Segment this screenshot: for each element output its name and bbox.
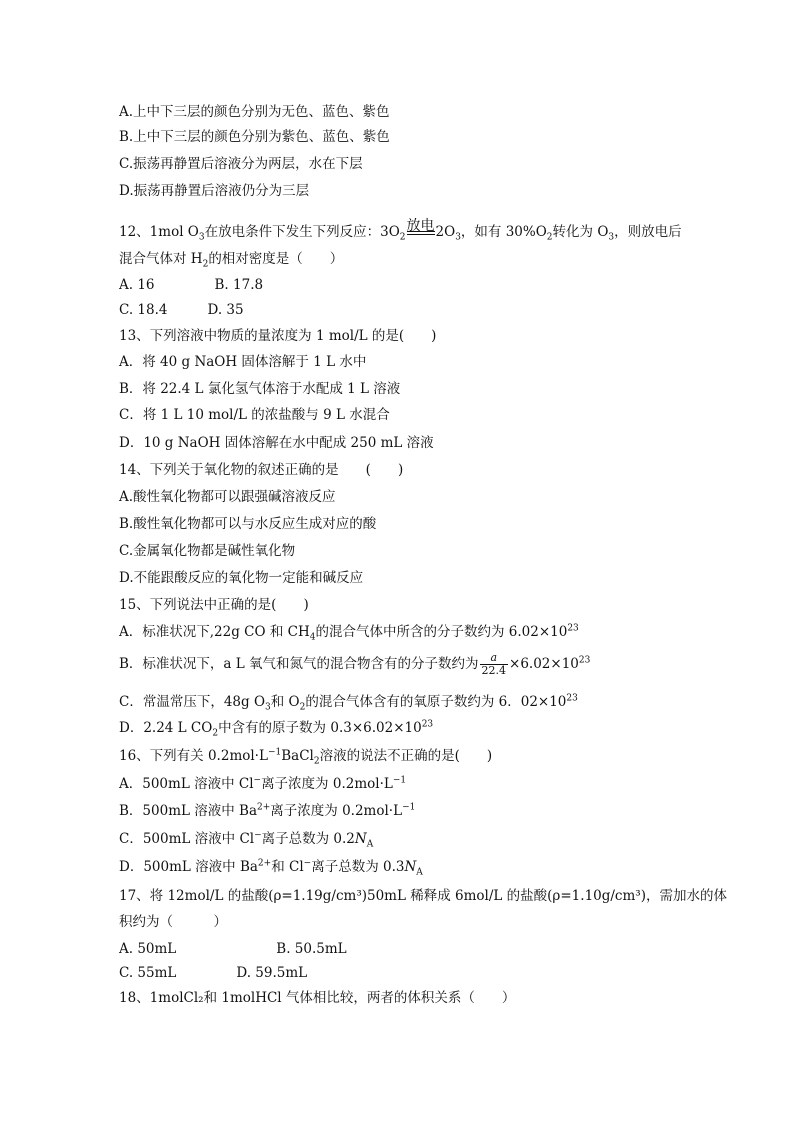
q14-option-d: D.不能跟酸反应的氧化物一定能和碱反应	[119, 570, 364, 586]
q17-option-c: C. 55mL	[119, 965, 177, 981]
q12-option-a: A. 16	[119, 277, 155, 293]
q16-stem: 16、下列有关 $0.2mol\cdot L^{-1}BaCl_2$溶液的说法不正确的是( )	[119, 747, 493, 767]
q17-option-b: B. 50.5mL	[276, 941, 347, 957]
q17-stem-line2: 积约为（ ）	[119, 914, 227, 930]
q11-option-a: A.上中下三层的颜色分别为无色、蓝色、紫色	[119, 104, 390, 120]
q17-options-row1	[119, 939, 347, 959]
q15-option-a: A．标准状况下,22g CO 和 $CH_4$的混合气体中所含的分子数约为 $6.02\times 10^{23}$	[119, 623, 579, 643]
q15-option-d: D．2.24 L $CO_2$中含有的原子数为 $0.3\times 6.02\times 10^{23}$	[119, 719, 434, 739]
q13-option-b: B．将 22.4 L 氯化氢气体溶于水配成 1 L 溶液	[119, 381, 401, 397]
q17-option-d: D. 59.5mL	[236, 965, 308, 981]
q14-option-c: C.金属氧化物都是碱性氧化物	[119, 543, 296, 559]
q11-option-d: D.振荡再静置后溶液仍分为三层	[119, 183, 310, 199]
q13-option-a: A．将 40 g NaOH 固体溶解于 1 L 水中	[119, 354, 367, 370]
q15-option-c: C．常温常压下，48g $O_3$和 $O_2$的混合气体含有的氧原子数约为 6．$02\times 10^{23}$	[119, 693, 578, 713]
q12-option-d: D. 35	[207, 302, 244, 318]
q16-option-a: A．500mL 溶液中 Cl−离子浓度为 $0.2mol\cdot L^{-1}$	[119, 775, 407, 792]
q12-stem-line1: 12、1mol $O_3$在放电条件下发生下列反应：$3O_2$ 放电 $2O_3$，如有 $30\%O_2$转化为 $O_3$，则放电后	[119, 218, 682, 243]
reaction-condition: 放电	[406, 218, 435, 234]
q12-option-c: C. 18.4	[119, 302, 168, 318]
q14-option-b: B.酸性氧化物都可以与水反应生成对应的酸	[119, 516, 377, 532]
q14-option-a: A.酸性氧化物都可以跟强碱溶液反应	[119, 489, 336, 505]
q17-option-a: A. 50mL	[119, 941, 177, 957]
q17-options-row2	[119, 963, 307, 983]
q12-option-b: B. 17.8	[214, 277, 264, 293]
q16-option-b: B．500mL 溶液中 $Ba^{2+}$离子浓度为 $0.2mol\cdot L^{-1}$	[119, 802, 416, 819]
q15-option-b: B．标准状况下，a L 氧气和氮气的混合物含有的分子数约为 $\frac{a}{22.4}$ $\times 6.02\times 10^{23}$	[119, 651, 591, 677]
q12-options-row1	[119, 275, 263, 295]
q13-stem: 13、下列溶液中物质的量浓度为 1 mol/L 的是( )	[119, 328, 437, 344]
q13-option-c: C．将 1 L 10 mol/L 的浓盐酸与 9 L 水混合	[119, 407, 390, 423]
reaction-arrow	[406, 218, 435, 239]
q11-option-c: C.振荡再静置后溶液分为两层，水在下层	[119, 156, 363, 172]
fraction: $\frac{a}{22.4}$	[481, 651, 507, 677]
q17-stem-line1: 17、将 12mol/L 的盐酸(ρ=1.19g/cm³)50mL 稀释成 6mol/L 的盐酸(ρ=1.10g/cm³)，需加水的体	[119, 888, 727, 904]
q11-option-b: B.上中下三层的颜色分别为紫色、蓝色、紫色	[119, 129, 390, 145]
q15-stem: 15、下列说法中正确的是( )	[119, 597, 309, 613]
q16-option-d: D．500mL 溶液中 $Ba^{2+}$和 Cl−离子总数为 $0.3N_A$	[119, 858, 423, 878]
q12-options-row2	[119, 300, 244, 320]
q13-option-d: D．10 g NaOH 固体溶解在水中配成 250 mL 溶液	[119, 435, 434, 451]
q18-stem: 18、1molCl₂和 1molHCl 气体相比较，两者的体积关系（ ）	[119, 990, 516, 1006]
q12-stem-line2: 混合气体对 $H_2$的相对密度是（ ）	[119, 251, 344, 270]
q14-stem: 14、下列关于氧化物的叙述正确的是 ( )	[119, 462, 404, 478]
q16-option-c: C．500mL 溶液中 Cl−离子总数为 $0.2N_A$	[119, 830, 374, 850]
